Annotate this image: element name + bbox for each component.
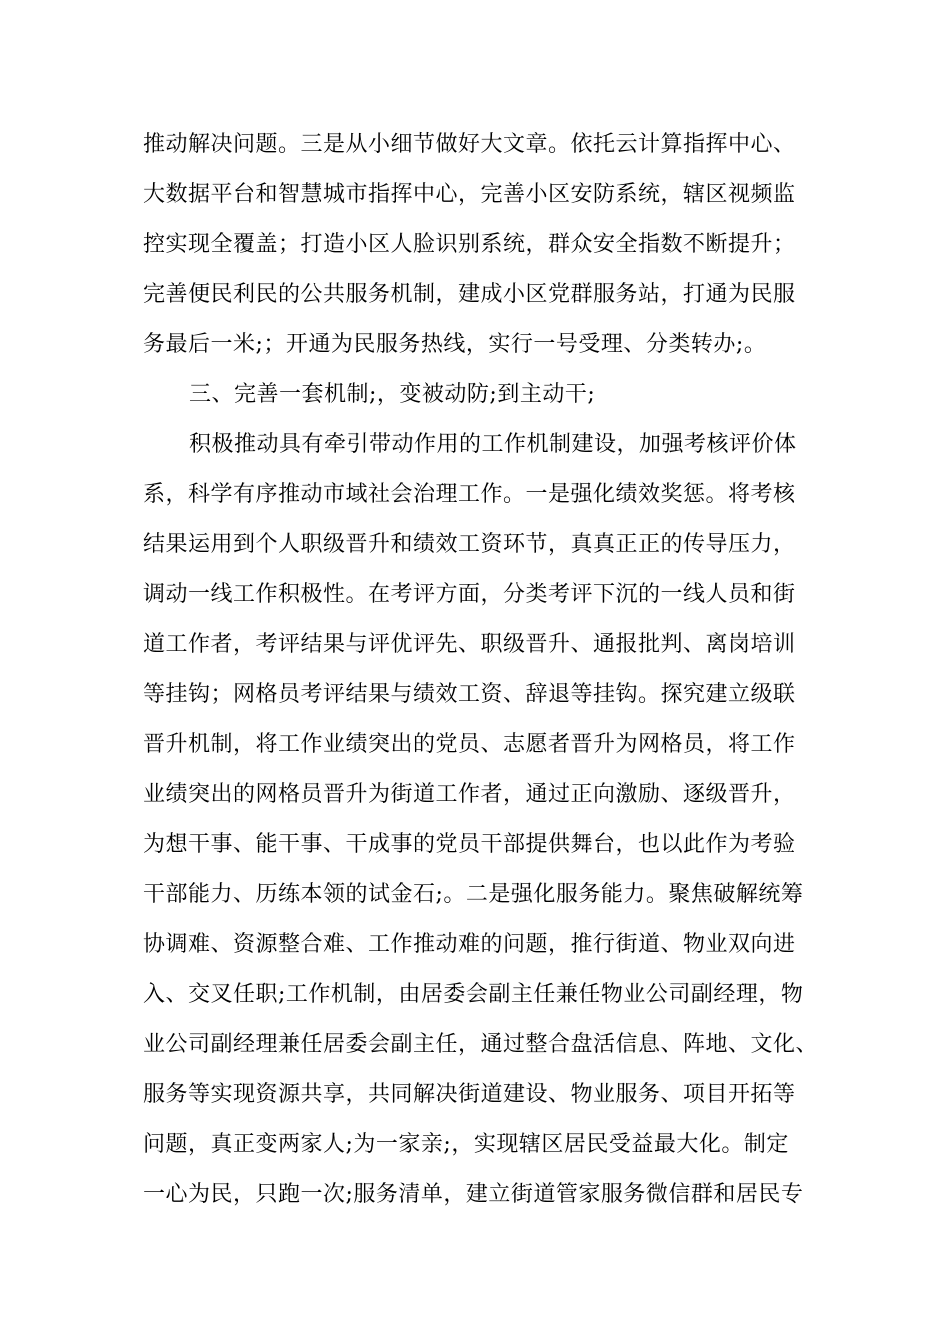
text-line: 服务等实现资源共享，共同解决街道建设、物业服务、项目开拓等: [143, 1082, 796, 1107]
text-line: 完善便民利民的公共服务机制，建成小区党群服务站，打通为民服: [143, 282, 796, 307]
text-line: 问题，真正变两家人;为一家亲;，实现辖区居民受益最大化。制定: [143, 1132, 789, 1157]
text-line: 等挂钩；网格员考评结果与绩效工资、辞退等挂钩。探究建立级联: [143, 682, 796, 707]
text-line: 道工作者，考评结果与评优评先、职级晋升、通报批判、离岗培训: [143, 632, 796, 657]
text-line: 控实现全覆盖；打造小区人脸识别系统，群众安全指数不断提升；: [143, 232, 796, 257]
text-line: 晋升机制，将工作业绩突出的党员、志愿者晋升为网格员，将工作: [143, 732, 796, 757]
text-line: 推动解决问题。三是从小细节做好大文章。依托云计算指挥中心、: [143, 132, 796, 157]
text-line: 业绩突出的网格员晋升为街道工作者，通过正向激励、逐级晋升，: [143, 782, 796, 807]
text-line: 系，科学有序推动市域社会治理工作。一是强化绩效奖惩。将考核: [143, 482, 796, 507]
text-line: 干部能力、历练本领的试金石;。二是强化服务能力。聚焦破解统筹: [143, 882, 804, 907]
text-line: 积极推动具有牵引带动作用的工作机制建设，加强考核评价体: [189, 432, 797, 457]
text-line: 务最后一米;；开通为民服务热线，实行一号受理、分类转办;。: [143, 332, 767, 357]
section-heading: 三、完善一套机制;，变被动防;到主动干;: [189, 382, 596, 407]
text-line: 协调难、资源整合难、工作推动难的问题，推行街道、物业双向进: [143, 932, 796, 957]
document-body: [143, 120, 833, 1220]
text-line: 大数据平台和智慧城市指挥中心，完善小区安防系统，辖区视频监: [143, 182, 796, 207]
text-line: 业公司副经理兼任居委会副主任，通过整合盘活信息、阵地、文化、: [143, 1032, 819, 1057]
text-line: 调动一线工作积极性。在考评方面，分类考评下沉的一线人员和街: [143, 582, 796, 607]
text-line: 入、交叉任职;工作机制，由居委会副主任兼任物业公司副经理，物: [143, 982, 804, 1007]
text-line: 结果运用到个人职级晋升和绩效工资环节，真真正正的传导压力，: [143, 532, 796, 557]
text-line: 一心为民，只跑一次;服务清单，建立街道管家服务微信群和居民专: [143, 1182, 804, 1207]
text-line: 为想干事、能干事、干成事的党员干部提供舞台，也以此作为考验: [143, 832, 796, 857]
